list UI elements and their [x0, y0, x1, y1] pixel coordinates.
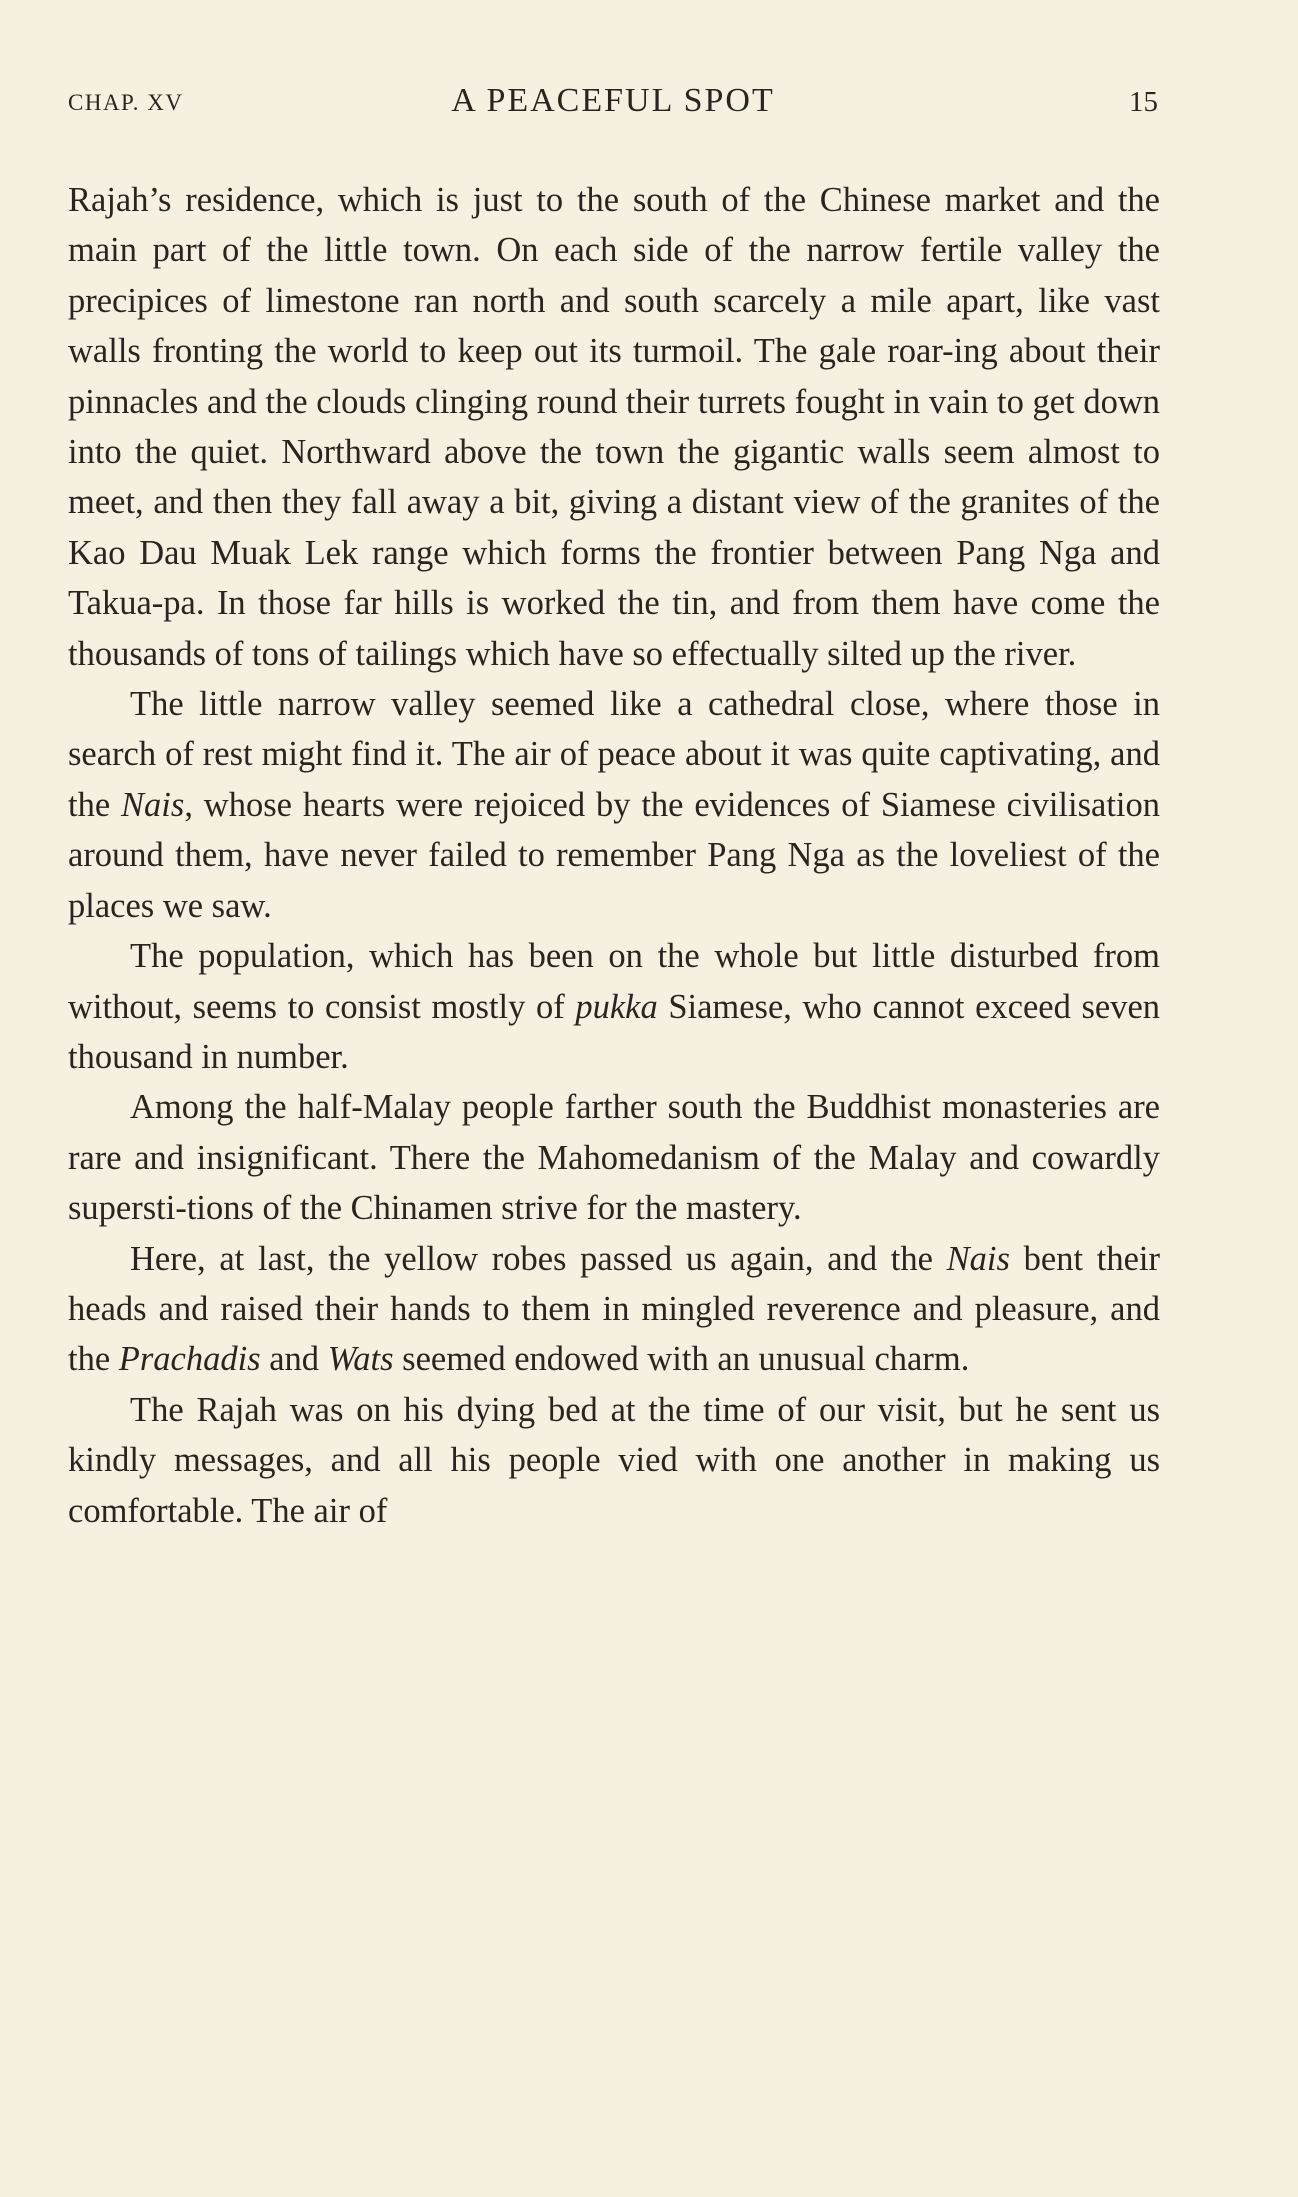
- italic-term: Prachadis: [118, 1340, 261, 1379]
- paragraph-3: [68, 931, 1160, 1082]
- italic-term: Nais: [946, 1239, 1010, 1278]
- text-segment: , whose hearts were rejoiced by the evidences of Siamese civilisation around them, have never failed to remember Pang Nga as the loveliest of the places we saw.: [68, 785, 1160, 925]
- text-segment: The little narrow valley seemed like a cathedral close, where those in search of rest might find it. The air of peace about it was quite captivating, and the: [68, 685, 1160, 824]
- chapter-label: CHAP. XV: [68, 90, 184, 115]
- text-segment: Among the half-Malay people farther south the Buddhist monasteries are rare and insignificant. There the Mahomedanism of the Malay and cowardly supersti-tions of the Chinamen strive for the mastery.: [68, 1088, 1160, 1228]
- text-segment: and: [260, 1340, 328, 1379]
- text-segment: The Rajah was on his dying bed at the time of our visit, but he sent us kindly messages, and all his people vied with one another in making us comfortable. The air of: [68, 1390, 1160, 1530]
- text-segment: Rajah’s residence, which is just to the south of the Chinese market and the main part of the little town. On each side of the narrow fertile valley the precipices of limestone ran north and south scarcely a mile apart, like vast walls fronting the world to keep out its turmoil. The gale roar-ing about their pinnacles and the clouds clinging round their turrets fought in vain to get down into the quiet. Northward above the town the gigantic walls seem almost to meet, and then they fall away a bit, giving a distant view of the granites of the Kao Dau Muak Lek range which forms the frontier between Pang Nga and Takua-pa. In those far hills is worked the tin, and from them have come the thousands of tons of tailings which have so effectually silted up the river.: [68, 181, 1160, 673]
- text-segment: Here, at last, the yellow robes passed us again, and the: [130, 1239, 947, 1278]
- paragraph-2: [68, 679, 1160, 931]
- italic-term: Nais: [121, 785, 185, 824]
- text-segment: The population, which has been on the whole but little disturbed from without, seems to consist mostly of: [68, 937, 1160, 1026]
- paragraph-1: [68, 175, 1160, 679]
- paragraph-5: [68, 1234, 1160, 1385]
- text-segment: bent their heads and raised their hands to them in mingled reverence and pleasure, and the: [68, 1239, 1161, 1379]
- body-text: [68, 175, 1160, 1536]
- paragraph-6: [68, 1385, 1160, 1536]
- text-segment: Siamese, who cannot exceed seven thousand in number.: [68, 987, 1161, 1076]
- page-title: A PEACEFUL SPOT: [451, 82, 775, 119]
- italic-term: Wats: [327, 1340, 394, 1379]
- running-head: [68, 0, 1158, 119]
- italic-term: pukka: [575, 987, 658, 1026]
- page-number: 15: [1129, 86, 1158, 118]
- paragraph-4: [68, 1082, 1160, 1233]
- text-segment: seemed endowed with an unusual charm.: [393, 1340, 970, 1379]
